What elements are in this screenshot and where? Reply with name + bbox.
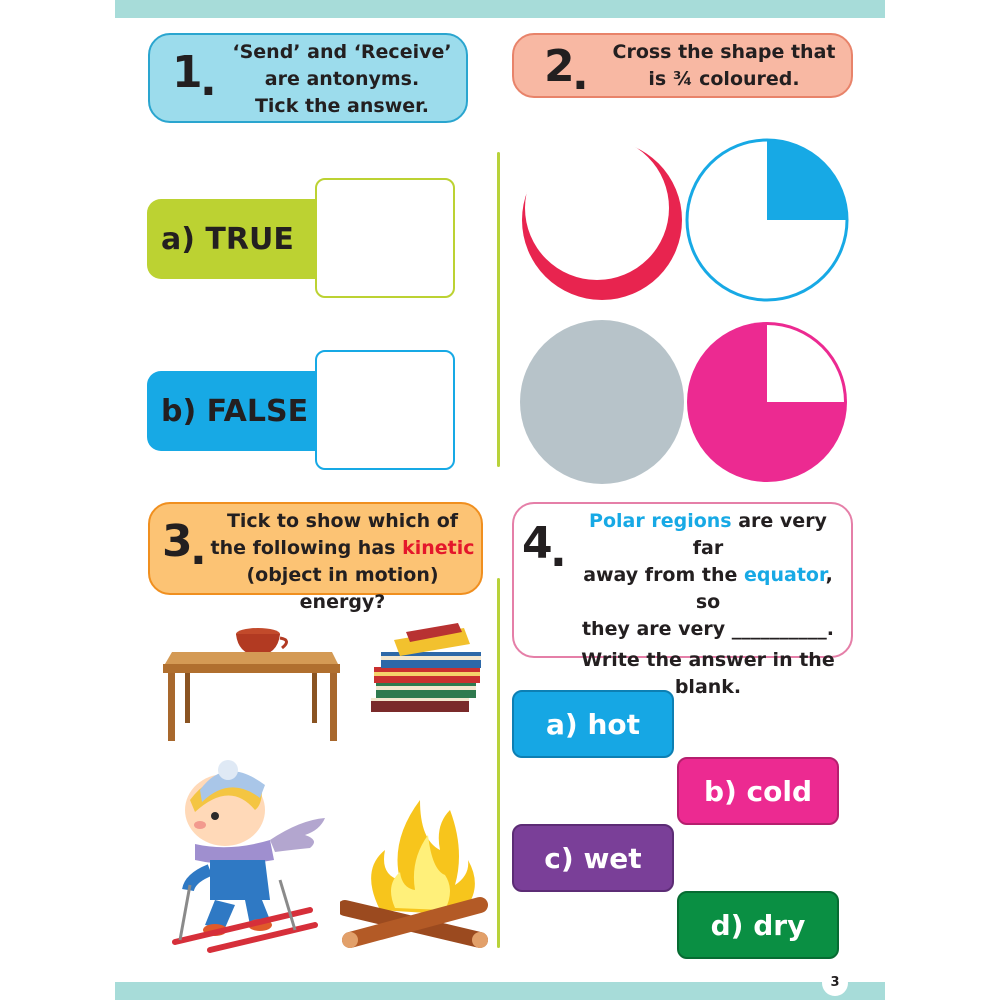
question-4-line: , so	[695, 564, 833, 613]
question-1-line: are antonyms.	[264, 68, 420, 90]
quarter-blue-shape[interactable]	[687, 140, 847, 300]
question-4-number: 4	[522, 518, 553, 569]
question-2-line: is ¾ coloured.	[648, 68, 800, 90]
question-2-number: 2	[544, 41, 575, 92]
tick-box-false[interactable]	[315, 350, 455, 470]
question-1-box	[148, 33, 468, 123]
keyword-equator: equator	[744, 564, 826, 586]
question-4-blank-line: they are very __________.	[581, 618, 835, 640]
option-true	[147, 199, 327, 279]
campfire-picture[interactable]	[340, 790, 490, 950]
question-3-line: the following has	[210, 537, 403, 559]
top-decorative-bar	[115, 0, 885, 18]
child-skiing-picture[interactable]	[170, 760, 340, 955]
question-number-dot: .	[200, 55, 217, 106]
stack-of-books-picture[interactable]	[366, 620, 491, 720]
bottom-decorative-bar	[115, 982, 885, 1000]
question-3-line: (object in motion) energy?	[246, 564, 439, 613]
question-4-line: away from the	[583, 564, 745, 586]
question-2-line: Cross the shape that	[612, 41, 836, 63]
keyword-polar-regions: Polar regions	[589, 510, 732, 532]
question-number-dot: .	[190, 524, 207, 575]
question-3-box	[148, 502, 483, 613]
question-4-line: are very far	[692, 510, 827, 559]
question-3-number: 3	[162, 516, 193, 567]
crescent-red-shape[interactable]	[522, 136, 682, 300]
vertical-divider-top	[497, 152, 500, 467]
table-with-cup-picture[interactable]	[160, 620, 345, 745]
question-1-line: ‘Send’ and ‘Receive’	[232, 41, 452, 63]
option-false	[147, 371, 327, 451]
question-number-dot: .	[572, 49, 589, 100]
question-number-dot: .	[550, 526, 567, 577]
three-quarter-pink-shape[interactable]	[687, 322, 847, 482]
answer-hot[interactable]: a) hot	[512, 690, 674, 758]
question-4-box	[512, 502, 853, 698]
option-true-label: a) TRUE	[161, 221, 294, 257]
question-1-line: Tick the answer.	[254, 95, 430, 117]
question-4-instruction: Write the answer in the	[581, 649, 835, 671]
question-1-number: 1	[172, 47, 203, 98]
keyword-kinetic: kinetic	[402, 537, 475, 559]
page-number: 3	[822, 970, 848, 996]
question-3-line: Tick to show which of	[226, 510, 459, 532]
option-false-label: b) FALSE	[161, 393, 309, 429]
answer-cold[interactable]: b) cold	[677, 757, 839, 825]
question-4-instruction: blank.	[674, 676, 742, 698]
answer-dry[interactable]: d) dry	[677, 891, 839, 959]
question-2-box	[512, 33, 853, 98]
answer-wet[interactable]: c) wet	[512, 824, 674, 892]
fraction-shapes	[505, 130, 865, 500]
tick-box-true[interactable]	[315, 178, 455, 298]
vertical-divider-bottom	[497, 578, 500, 948]
full-grey-shape[interactable]	[520, 320, 684, 484]
